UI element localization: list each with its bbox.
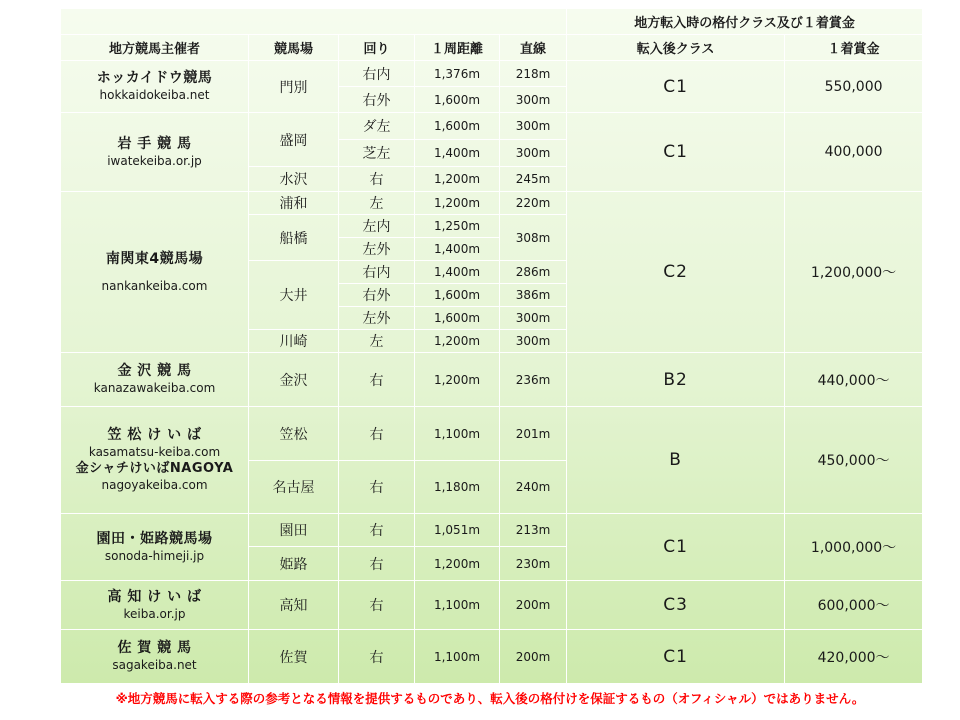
turn-cell: 芝左 [339,140,415,167]
class-cell: B2 [567,353,785,407]
track-cell: 佐賀 [249,630,339,684]
distance-cell: 1,600m [415,307,500,330]
straight-cell: 300m [500,87,567,113]
organizer-url: iwatekeiba.or.jp [107,153,202,168]
distance-cell: 1,200m [415,192,500,215]
prize-cell: 1,200,000～ [785,192,923,353]
turn-cell: 左外 [339,307,415,330]
straight-cell: 240m [500,461,567,514]
organizer-cell [61,353,249,407]
table-row [61,61,923,87]
table-row [61,192,923,215]
organizer-name: ホッカイドウ競馬 [96,70,213,86]
organizer-cell [61,61,249,113]
disclaimer-footnote: ※地方競馬に転入する際の参考となる情報を提供するものであり、転入後の格付けを保証するもの（オフィシャル）ではありません。 [115,691,865,706]
straight-cell: 218m [500,61,567,87]
table-row [61,407,923,461]
track-cell: 川崎 [249,330,339,353]
straight-cell: 286m [500,261,567,284]
organizer-name: 高 知 け い ば [107,588,202,605]
table-row [61,353,923,407]
organizer-url: keiba.or.jp [123,606,186,621]
organizer-cell [61,407,249,514]
distance-cell: 1,100m [415,407,500,461]
straight-cell: 236m [500,353,567,407]
straight-cell: 308m [500,215,567,261]
distance-cell: 1,200m [415,547,500,581]
prize-cell: 440,000～ [785,353,923,407]
distance-cell: 1,600m [415,87,500,113]
straight-cell: 300m [500,113,567,140]
organizer-url-secondary: nagoyakeiba.com [101,478,208,492]
straight-cell: 220m [500,192,567,215]
organizer-cell [61,113,249,192]
turn-cell: ダ左 [339,113,415,140]
col-header-prize: １着賞金 [785,35,923,61]
distance-cell: 1,600m [415,113,500,140]
distance-cell: 1,200m [415,330,500,353]
turn-cell: 左 [339,192,415,215]
turn-cell: 左外 [339,238,415,261]
distance-cell: 1,376m [415,61,500,87]
col-header-straight: 直線 [500,35,567,61]
track-cell: 浦和 [249,192,339,215]
organizer-url: nankankeiba.com [101,278,208,293]
table-row [61,581,923,630]
prize-cell: 400,000 [785,113,923,192]
header-group-row [61,9,923,35]
transfer-class-table [60,8,923,684]
organizer-cell [61,630,249,684]
straight-cell: 230m [500,547,567,581]
distance-cell: 1,250m [415,215,500,238]
distance-cell: 1,600m [415,284,500,307]
turn-cell: 右内 [339,61,415,87]
track-cell: 園田 [249,514,339,547]
straight-cell: 213m [500,514,567,547]
prize-cell: 550,000 [785,61,923,113]
distance-cell: 1,100m [415,581,500,630]
prize-cell: 600,000～ [785,581,923,630]
turn-cell: 右外 [339,284,415,307]
turn-cell: 左 [339,330,415,353]
track-cell: 笠松 [249,407,339,461]
class-cell: C1 [567,630,785,684]
class-cell: C1 [567,514,785,581]
straight-cell: 300m [500,330,567,353]
straight-cell: 245m [500,167,567,192]
class-cell: C2 [567,192,785,353]
track-cell: 金沢 [249,353,339,407]
distance-cell: 1,100m [415,630,500,684]
prize-cell: 420,000～ [785,630,923,684]
organizer-cell [61,514,249,581]
col-header-turn: 回り [339,35,415,61]
class-cell: C1 [567,61,785,113]
organizer-name: 佐 賀 競 馬 [117,640,192,656]
header-row [61,35,923,61]
organizer-cell [61,581,249,630]
turn-cell: 右内 [339,261,415,284]
turn-cell: 左内 [339,215,415,238]
organizer-url: sagakeiba.net [112,658,197,672]
distance-cell: 1,400m [415,238,500,261]
straight-cell: 200m [500,581,567,630]
track-cell: 高知 [249,581,339,630]
prize-cell: 1,000,000～ [785,514,923,581]
track-cell: 大井 [249,261,339,330]
organizer-name-secondary: 金シャチけいばNAGOYA [75,461,234,476]
organizer-name: 金 沢 競 馬 [117,363,192,379]
organizer-url: kanazawakeiba.com [93,381,216,395]
turn-cell: 右 [339,407,415,461]
class-cell: C1 [567,113,785,192]
organizer-name: 園田・姫路競馬場 [96,530,213,547]
col-header-distance: １周距離 [415,35,500,61]
header-group-title: 地方転入時の格付クラス及び１着賞金 [567,9,923,35]
distance-cell: 1,180m [415,461,500,514]
distance-cell: 1,200m [415,167,500,192]
distance-cell: 1,400m [415,261,500,284]
straight-cell: 386m [500,284,567,307]
class-cell: C3 [567,581,785,630]
table-row [61,113,923,140]
track-cell: 盛岡 [249,113,339,167]
straight-cell: 200m [500,630,567,684]
organizer-cell [61,192,249,353]
organizer-name: 笠 松 け い ば [107,427,202,443]
turn-cell: 右 [339,581,415,630]
table-row [61,630,923,684]
turn-cell: 右外 [339,87,415,113]
transfer-class-table-container [60,8,922,684]
turn-cell: 右 [339,353,415,407]
organizer-name: 南関東4競馬場 [105,250,204,267]
track-cell: 名古屋 [249,461,339,514]
track-cell: 水沢 [249,167,339,192]
turn-cell: 右 [339,461,415,514]
distance-cell: 1,051m [415,514,500,547]
header-blank-cell [61,9,567,35]
track-cell: 船橋 [249,215,339,261]
col-header-track: 競馬場 [249,35,339,61]
turn-cell: 右 [339,630,415,684]
class-cell: B [567,407,785,514]
organizer-name: 岩 手 競 馬 [117,135,192,152]
straight-cell: 300m [500,307,567,330]
track-cell: 門別 [249,61,339,113]
distance-cell: 1,400m [415,140,500,167]
turn-cell: 右 [339,167,415,192]
organizer-url: kasamatsu-keiba.com [88,445,221,459]
col-header-class: 転入後クラス [567,35,785,61]
col-header-organizer: 地方競馬主催者 [61,35,249,61]
turn-cell: 右 [339,514,415,547]
straight-cell: 201m [500,407,567,461]
organizer-url: hokkaidokeiba.net [99,88,210,102]
distance-cell: 1,200m [415,353,500,407]
turn-cell: 右 [339,547,415,581]
table-row [61,514,923,547]
track-cell: 姫路 [249,547,339,581]
organizer-url: sonoda-himeji.jp [104,548,205,563]
straight-cell: 300m [500,140,567,167]
prize-cell: 450,000～ [785,407,923,514]
